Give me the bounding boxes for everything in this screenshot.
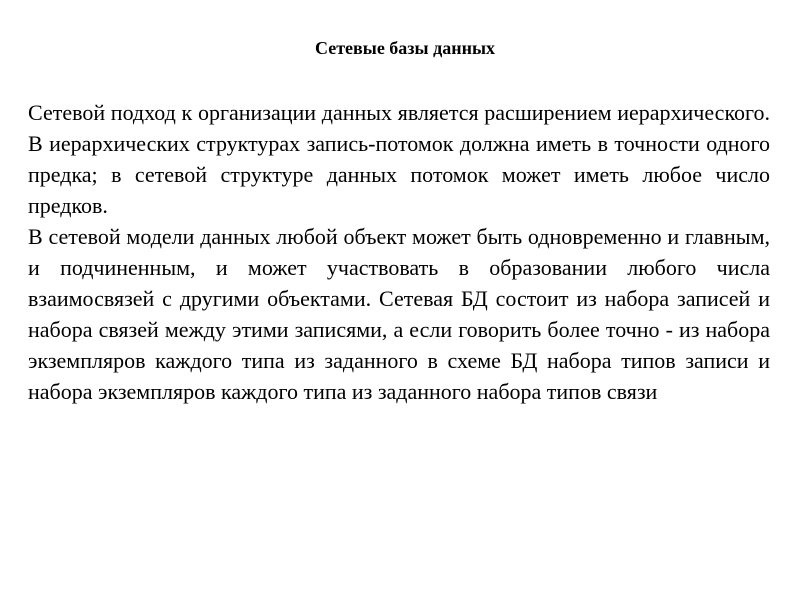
paragraph-network-model: В сетевой модели данных любой объект может быть одновременно и главным, и подчиненным, и может участвовать в образовании любого числа взаимосвязей с другими объектами. Сетевая БД состоит из набора записей и набора связей между этими записями, а если говорить более точно - из набора экземпляров каждого типа из заданного в схеме БД набора типов записи и набора экземпляров каждого типа из заданного набора типов связи <box>28 224 770 404</box>
paragraph-network-approach: Сетевой подход к организации данных является расширением иерархического. В иерархических структурах запись-потомок должна иметь в точности одного предка; в сетевой структуре данных потомок может иметь любое число предков. <box>28 100 770 218</box>
slide-body <box>28 97 770 407</box>
slide-title: Сетевые базы данных <box>315 38 495 58</box>
